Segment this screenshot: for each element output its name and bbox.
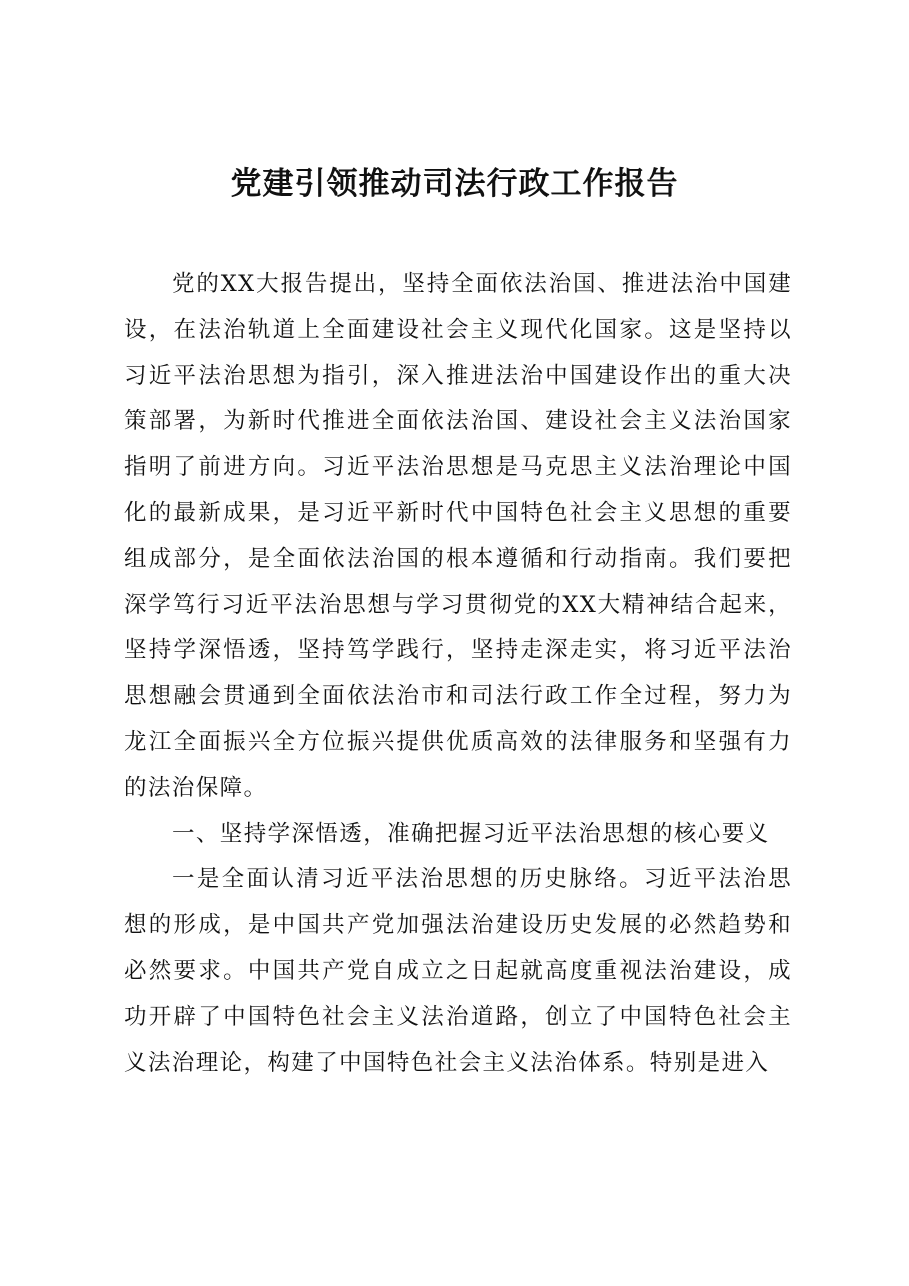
body-paragraph-point-1: 一是全面认清习近平法治思想的历史脉络。习近平法治思想的形成，是中国共产党加强法治建设历史发展的必然趋势和必然要求。中国共产党自成立之日起就高度重视法治建设，成功开辟了中国特色社会主义法治道路，创立了中国特色社会主义法治理论，构建了中国特色社会主义法治体系。特别是进入 (124, 866, 792, 1076)
section-heading-1: 一、坚持学深悟透，准确把握习近平法治思想的核心要义 (172, 820, 770, 847)
document-title: 党建引领推动司法行政工作报告 (230, 166, 679, 202)
document-body (124, 262, 792, 1086)
body-paragraph-intro: 党的XX大报告提出，坚持全面依法治国、推进法治中国建设，在法治轨道上全面建设社会主义现代化国家。这是坚持以习近平法治思想为指引，深入推进法治中国建设作出的重大决策部署，为新时代推进全面依法治国、建设社会主义法治国家指明了前进方向。习近平法治思想是马克思主义法治理论中国化的最新成果，是习近平新时代中国特色社会主义思想的重要组成部分，是全面依法治国的根本遵循和行动指南。我们要把深学笃行习近平法治思想与学习贯彻党的XX大精神结合起来，坚持学深悟透，坚持笃学践行，坚持走深走实，将习近平法治思想融会贯通到全面依法治市和司法行政工作全过程，努力为龙江全面振兴全方位振兴提供优质高效的法律服务和坚强有力的法治保障。 (124, 271, 792, 801)
